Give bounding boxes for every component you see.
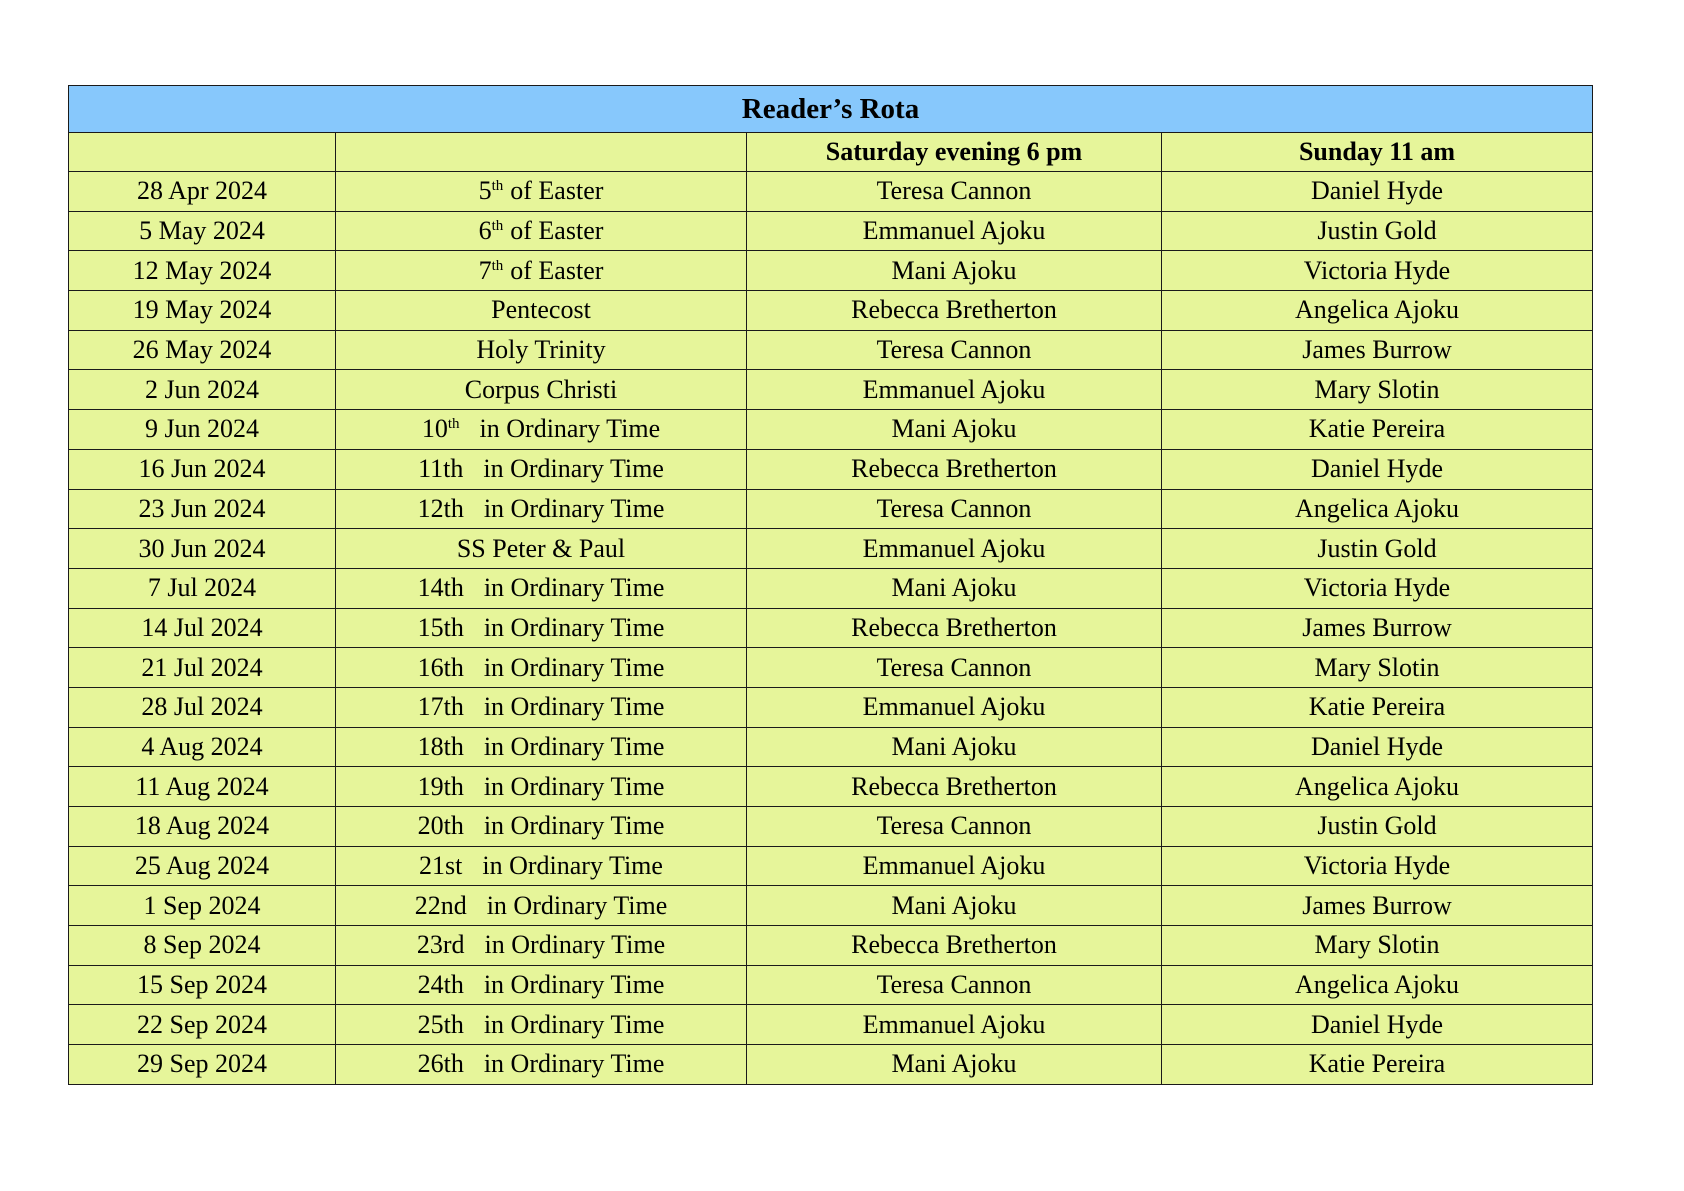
date-cell: 9 Jun 2024 (69, 410, 336, 450)
sunday-reader-cell: James Burrow (1162, 608, 1593, 648)
occasion-cell (336, 886, 747, 926)
table-row (69, 687, 1593, 727)
occasion-text: of Easter (510, 255, 604, 285)
occasion-text: in Ordinary Time (483, 1009, 665, 1039)
table-row (69, 449, 1593, 489)
ordinal-number: 16th (417, 652, 464, 682)
header-saturday: Saturday evening 6 pm (747, 133, 1162, 172)
date-cell: 25 Aug 2024 (69, 846, 336, 886)
occasion-cell (336, 330, 747, 370)
occasion-text: in Ordinary Time (483, 811, 665, 841)
sunday-reader-cell: Victoria Hyde (1162, 568, 1593, 608)
header-row (69, 133, 1593, 172)
saturday-reader-cell: Mani Ajoku (747, 568, 1162, 608)
saturday-reader-cell: Teresa Cannon (747, 807, 1162, 847)
table-row (69, 370, 1593, 410)
sunday-reader-cell: Victoria Hyde (1162, 251, 1593, 291)
sunday-reader-cell: Victoria Hyde (1162, 846, 1593, 886)
ordinal-number: 15th (417, 612, 464, 642)
saturday-reader-cell: Rebecca Bretherton (747, 449, 1162, 489)
saturday-reader-cell: Rebecca Bretherton (747, 291, 1162, 331)
occasion-cell (336, 965, 747, 1005)
saturday-reader-cell: Emmanuel Ajoku (747, 529, 1162, 569)
date-cell: 30 Jun 2024 (69, 529, 336, 569)
sunday-reader-cell: Katie Pereira (1162, 410, 1593, 450)
occasion-cell (336, 410, 747, 450)
ordinal-number: 5 (478, 176, 492, 206)
occasion-cell (336, 767, 747, 807)
saturday-reader-cell: Rebecca Bretherton (747, 608, 1162, 648)
occasion-text: Pentecost (491, 295, 591, 325)
ordinal-number: 22nd (414, 890, 467, 920)
table-row (69, 172, 1593, 212)
date-cell: 14 Jul 2024 (69, 608, 336, 648)
ordinal-suffix: th (491, 178, 504, 195)
date-cell: 23 Jun 2024 (69, 489, 336, 529)
occasion-text: Corpus Christi (464, 374, 618, 404)
sunday-reader-cell: Daniel Hyde (1162, 727, 1593, 767)
table-title: Reader’s Rota (69, 86, 1593, 133)
table-row (69, 1045, 1593, 1085)
table-row (69, 211, 1593, 251)
title-row (69, 86, 1593, 133)
table-row (69, 926, 1593, 966)
date-cell: 12 May 2024 (69, 251, 336, 291)
ordinal-number: 14th (417, 573, 464, 603)
ordinal-number: 10 (421, 414, 448, 444)
date-cell: 19 May 2024 (69, 291, 336, 331)
saturday-reader-cell: Rebecca Bretherton (747, 926, 1162, 966)
date-cell: 21 Jul 2024 (69, 648, 336, 688)
ordinal-number: 25th (417, 1009, 464, 1039)
table-row (69, 489, 1593, 529)
occasion-cell (336, 687, 747, 727)
date-cell: 18 Aug 2024 (69, 807, 336, 847)
saturday-reader-cell: Teresa Cannon (747, 330, 1162, 370)
saturday-reader-cell: Mani Ajoku (747, 727, 1162, 767)
table-row (69, 608, 1593, 648)
occasion-cell (336, 489, 747, 529)
sunday-reader-cell: Angelica Ajoku (1162, 291, 1593, 331)
sunday-reader-cell: Daniel Hyde (1162, 1005, 1593, 1045)
date-cell: 26 May 2024 (69, 330, 336, 370)
occasion-text: in Ordinary Time (483, 692, 665, 722)
date-cell: 5 May 2024 (69, 211, 336, 251)
occasion-cell (336, 1005, 747, 1045)
occasion-cell (336, 608, 747, 648)
occasion-text: in Ordinary Time (483, 970, 665, 1000)
occasion-cell (336, 172, 747, 212)
ordinal-number: 18th (417, 731, 464, 761)
occasion-text: SS Peter & Paul (456, 533, 626, 563)
table-row (69, 529, 1593, 569)
saturday-reader-cell: Mani Ajoku (747, 1045, 1162, 1085)
occasion-text: in Ordinary Time (483, 1049, 665, 1079)
ordinal-number: 23rd (416, 930, 465, 960)
saturday-reader-cell: Mani Ajoku (747, 410, 1162, 450)
saturday-reader-cell: Mani Ajoku (747, 251, 1162, 291)
table-row (69, 330, 1593, 370)
table-row (69, 965, 1593, 1005)
date-cell: 4 Aug 2024 (69, 727, 336, 767)
ordinal-number: 21st (419, 851, 463, 881)
ordinal-number: 24th (417, 970, 464, 1000)
ordinal-number: 7 (478, 255, 492, 285)
sunday-reader-cell: Mary Slotin (1162, 370, 1593, 410)
ordinal-number: 20th (417, 811, 464, 841)
sunday-reader-cell: Daniel Hyde (1162, 449, 1593, 489)
date-cell: 11 Aug 2024 (69, 767, 336, 807)
sunday-reader-cell: Angelica Ajoku (1162, 965, 1593, 1005)
sunday-reader-cell: Mary Slotin (1162, 648, 1593, 688)
date-cell: 15 Sep 2024 (69, 965, 336, 1005)
occasion-cell (336, 1045, 747, 1085)
occasion-cell (336, 291, 747, 331)
occasion-cell (336, 568, 747, 608)
occasion-cell (336, 370, 747, 410)
sunday-reader-cell: Mary Slotin (1162, 926, 1593, 966)
sunday-reader-cell: James Burrow (1162, 330, 1593, 370)
date-cell: 7 Jul 2024 (69, 568, 336, 608)
saturday-reader-cell: Teresa Cannon (747, 648, 1162, 688)
sunday-reader-cell: Justin Gold (1162, 211, 1593, 251)
occasion-text: in Ordinary Time (483, 771, 665, 801)
saturday-reader-cell: Emmanuel Ajoku (747, 1005, 1162, 1045)
date-cell: 16 Jun 2024 (69, 449, 336, 489)
saturday-reader-cell: Emmanuel Ajoku (747, 370, 1162, 410)
ordinal-number: 6 (478, 216, 492, 246)
ordinal-suffix: th (447, 416, 460, 433)
occasion-cell (336, 211, 747, 251)
ordinal-number: 11th (418, 454, 464, 484)
table-row (69, 410, 1593, 450)
sunday-reader-cell: Justin Gold (1162, 807, 1593, 847)
ordinal-number: 26th (417, 1049, 464, 1079)
saturday-reader-cell: Teresa Cannon (747, 965, 1162, 1005)
occasion-cell (336, 807, 747, 847)
sunday-reader-cell: Daniel Hyde (1162, 172, 1593, 212)
saturday-reader-cell: Teresa Cannon (747, 172, 1162, 212)
date-cell: 8 Sep 2024 (69, 926, 336, 966)
saturday-reader-cell: Emmanuel Ajoku (747, 846, 1162, 886)
occasion-cell (336, 727, 747, 767)
occasion-text: of Easter (510, 176, 604, 206)
rota-body (69, 172, 1593, 1085)
saturday-reader-cell: Mani Ajoku (747, 886, 1162, 926)
ordinal-number: 19th (417, 771, 464, 801)
occasion-text: in Ordinary Time (483, 731, 665, 761)
table-row (69, 291, 1593, 331)
occasion-cell (336, 529, 747, 569)
date-cell: 28 Apr 2024 (69, 172, 336, 212)
occasion-cell (336, 926, 747, 966)
date-cell: 29 Sep 2024 (69, 1045, 336, 1085)
table-row (69, 886, 1593, 926)
ordinal-number: 12th (417, 493, 464, 523)
saturday-reader-cell: Emmanuel Ajoku (747, 211, 1162, 251)
date-cell: 2 Jun 2024 (69, 370, 336, 410)
ordinal-suffix: th (491, 218, 504, 235)
date-cell: 22 Sep 2024 (69, 1005, 336, 1045)
ordinal-number: 17th (417, 692, 464, 722)
ordinal-suffix: th (491, 257, 504, 274)
occasion-cell (336, 846, 747, 886)
sunday-reader-cell: Katie Pereira (1162, 1045, 1593, 1085)
occasion-text: Holy Trinity (476, 335, 606, 365)
table-row (69, 807, 1593, 847)
date-cell: 28 Jul 2024 (69, 687, 336, 727)
saturday-reader-cell: Teresa Cannon (747, 489, 1162, 529)
table-row (69, 568, 1593, 608)
occasion-text: in Ordinary Time (483, 493, 665, 523)
occasion-text: in Ordinary Time (482, 851, 663, 881)
rota-table (68, 85, 1593, 1085)
sunday-reader-cell: Justin Gold (1162, 529, 1593, 569)
occasion-cell (336, 648, 747, 688)
table-row (69, 727, 1593, 767)
occasion-cell (336, 449, 747, 489)
sunday-reader-cell: James Burrow (1162, 886, 1593, 926)
occasion-cell (336, 251, 747, 291)
occasion-text: in Ordinary Time (479, 414, 661, 444)
occasion-text: in Ordinary Time (486, 890, 668, 920)
header-occasion (336, 133, 747, 172)
occasion-text: in Ordinary Time (484, 930, 666, 960)
saturday-reader-cell: Emmanuel Ajoku (747, 687, 1162, 727)
table-row (69, 846, 1593, 886)
table-row (69, 1005, 1593, 1045)
occasion-text: of Easter (510, 216, 604, 246)
table-row (69, 767, 1593, 807)
sunday-reader-cell: Katie Pereira (1162, 687, 1593, 727)
header-sunday: Sunday 11 am (1162, 133, 1593, 172)
date-cell: 1 Sep 2024 (69, 886, 336, 926)
sunday-reader-cell: Angelica Ajoku (1162, 489, 1593, 529)
occasion-text: in Ordinary Time (483, 612, 665, 642)
occasion-text: in Ordinary Time (483, 454, 664, 484)
occasion-text: in Ordinary Time (483, 573, 665, 603)
table-row (69, 648, 1593, 688)
occasion-text: in Ordinary Time (483, 652, 665, 682)
sunday-reader-cell: Angelica Ajoku (1162, 767, 1593, 807)
saturday-reader-cell: Rebecca Bretherton (747, 767, 1162, 807)
header-date (69, 133, 336, 172)
table-row (69, 251, 1593, 291)
